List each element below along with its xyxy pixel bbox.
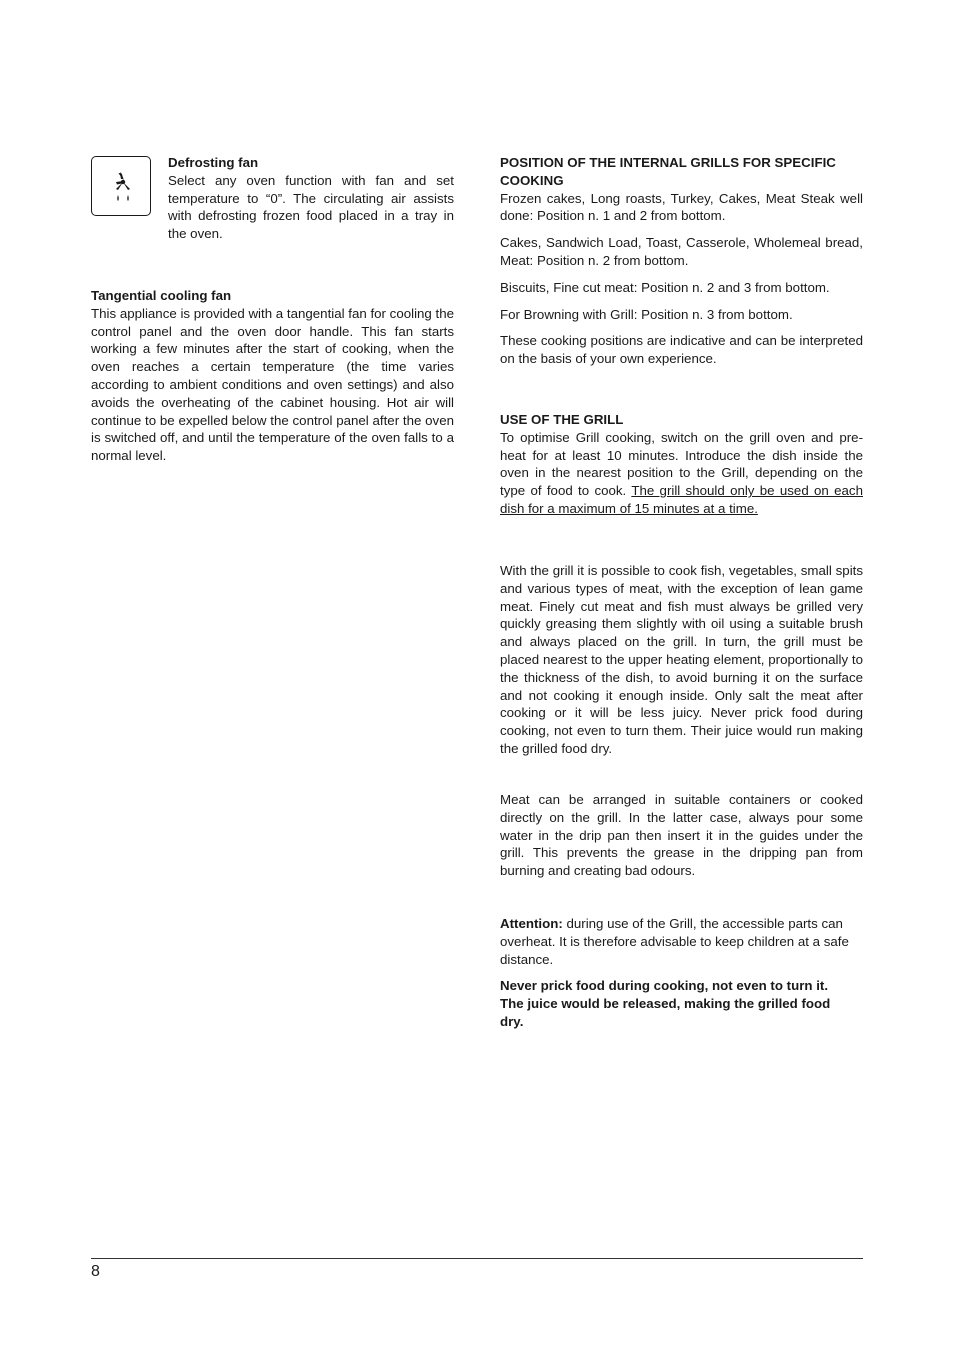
- grill-use-intro-text: To optimise Grill cooking, switch on the grill oven and pre-heat for at least 10 minutes. Introduce the dish inside the oven in the nearest position to the Grill, depending on the type of food to cook.: [500, 429, 863, 499]
- grill-positions-paragraph: These cooking positions are indicative and can be interpreted on the basis of your own experience.: [500, 333, 863, 367]
- defrosting-fan-section: [168, 154, 454, 243]
- defrosting-fan-heading: Defrosting fan: [168, 155, 259, 170]
- page-number: 8: [91, 1263, 100, 1280]
- footer-divider: [91, 1258, 863, 1259]
- tangential-fan-text: This appliance is provided with a tangential fan for cooling the control panel and the oven door handle. This fan starts working a few minutes after the start of cooking, when the oven reaches a certain temperature (the time varies according to ambient conditions and oven settings) and also avoids the overheating of the cabinet housing. Hot air will continue to be expelled below the control panel after the oven is switched off, and until the temperature of the oven falls to a normal level.: [91, 305, 454, 464]
- grill-use-heading: USE OF THE GRILL: [500, 412, 624, 427]
- grill-use-paragraph-block: [500, 562, 863, 758]
- grill-use-paragraph: Meat can be arranged in suitable containers or cooked directly on the grill. In the latter case, always pour some water in the drip pan then insert it in the guides under the grill. This prevents the grease in the dripping pan from burning and creating bad odours.: [500, 792, 863, 879]
- grill-use-section: [500, 411, 863, 518]
- tangential-fan-heading: Tangential cooling fan: [91, 288, 232, 303]
- grill-warning: Never prick food during cooking, not even to turn it. The juice would be released, making the grilled food dry.: [500, 978, 831, 1029]
- grill-use-paragraph-block: [500, 791, 863, 880]
- grill-positions-heading: POSITION OF THE INTERNAL GRILLS FOR SPECIFIC COOKING: [500, 155, 836, 188]
- grill-positions-paragraph: Frozen cakes, Long roasts, Turkey, Cakes, Meat Steak well done: Position n. 1 and 2 from bottom.: [500, 190, 863, 224]
- tangential-fan-section: [91, 287, 454, 465]
- attention-label: Attention:: [500, 916, 563, 931]
- grill-attention-block: [500, 915, 863, 1031]
- grill-positions-paragraph: Cakes, Sandwich Load, Toast, Casserole, Wholemeal bread, Meat: Position n. 2 from bottom.: [500, 235, 863, 268]
- defrosting-fan-icon: [92, 157, 152, 217]
- grill-use-intro: [500, 429, 863, 518]
- grill-use-paragraph: With the grill it is possible to cook fish, vegetables, small spits and various types of meat, with the exception of lean game meat. Finely cut meat and fish must always be grilled very quickly greasing them slightly with oil using a suitable brush and always placed on the grill. In turn, the grill must be placed nearest to the upper heating element, proportionally to the thickness of the dish, to avoid burning it on the surface and not cooking it enough inside. Only salt the meat after cooking or it will be less juicy. Never prick food during cooking, not even to turn them. Their juice would run making the grilled food dry.: [500, 563, 863, 756]
- defrosting-fan-icon-box: [91, 156, 151, 216]
- grill-positions-section: [500, 154, 863, 368]
- grill-use-intro-underlined: The grill should only be used on each dish for a maximum of 15 minutes at a time.: [500, 483, 863, 516]
- grill-attention-paragraph: [500, 915, 863, 968]
- grill-positions-paragraph: For Browning with Grill: Position n. 3 from bottom.: [500, 306, 793, 322]
- attention-text: during use of the Grill, the accessible parts can overheat. It is therefore advisable to keep children at a safe distance.: [500, 916, 849, 967]
- defrosting-fan-text: Select any oven function with fan and set temperature to “0”. The circulating air assists with defrosting frozen food placed in a tray in the oven.: [168, 172, 454, 242]
- grill-positions-paragraph: Biscuits, Fine cut meat: Position n. 2 and 3 from bottom.: [500, 279, 830, 295]
